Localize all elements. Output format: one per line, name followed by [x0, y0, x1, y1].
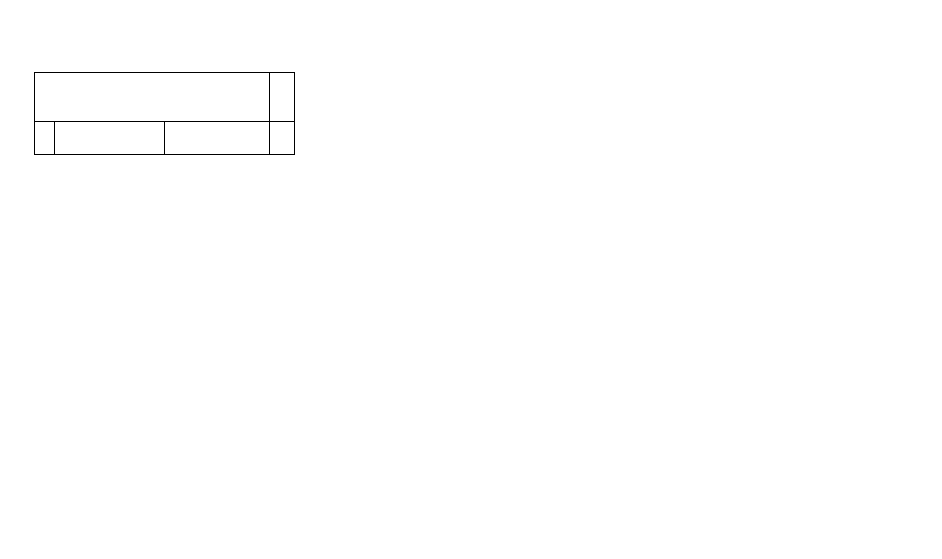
total-subheader [270, 122, 295, 155]
total-header [270, 73, 295, 122]
table-header [35, 73, 942, 155]
series-title-cell [35, 73, 270, 122]
name-header [54, 122, 164, 155]
univ-header [164, 122, 270, 155]
rank-header [35, 122, 55, 155]
ranking-table [34, 72, 942, 155]
